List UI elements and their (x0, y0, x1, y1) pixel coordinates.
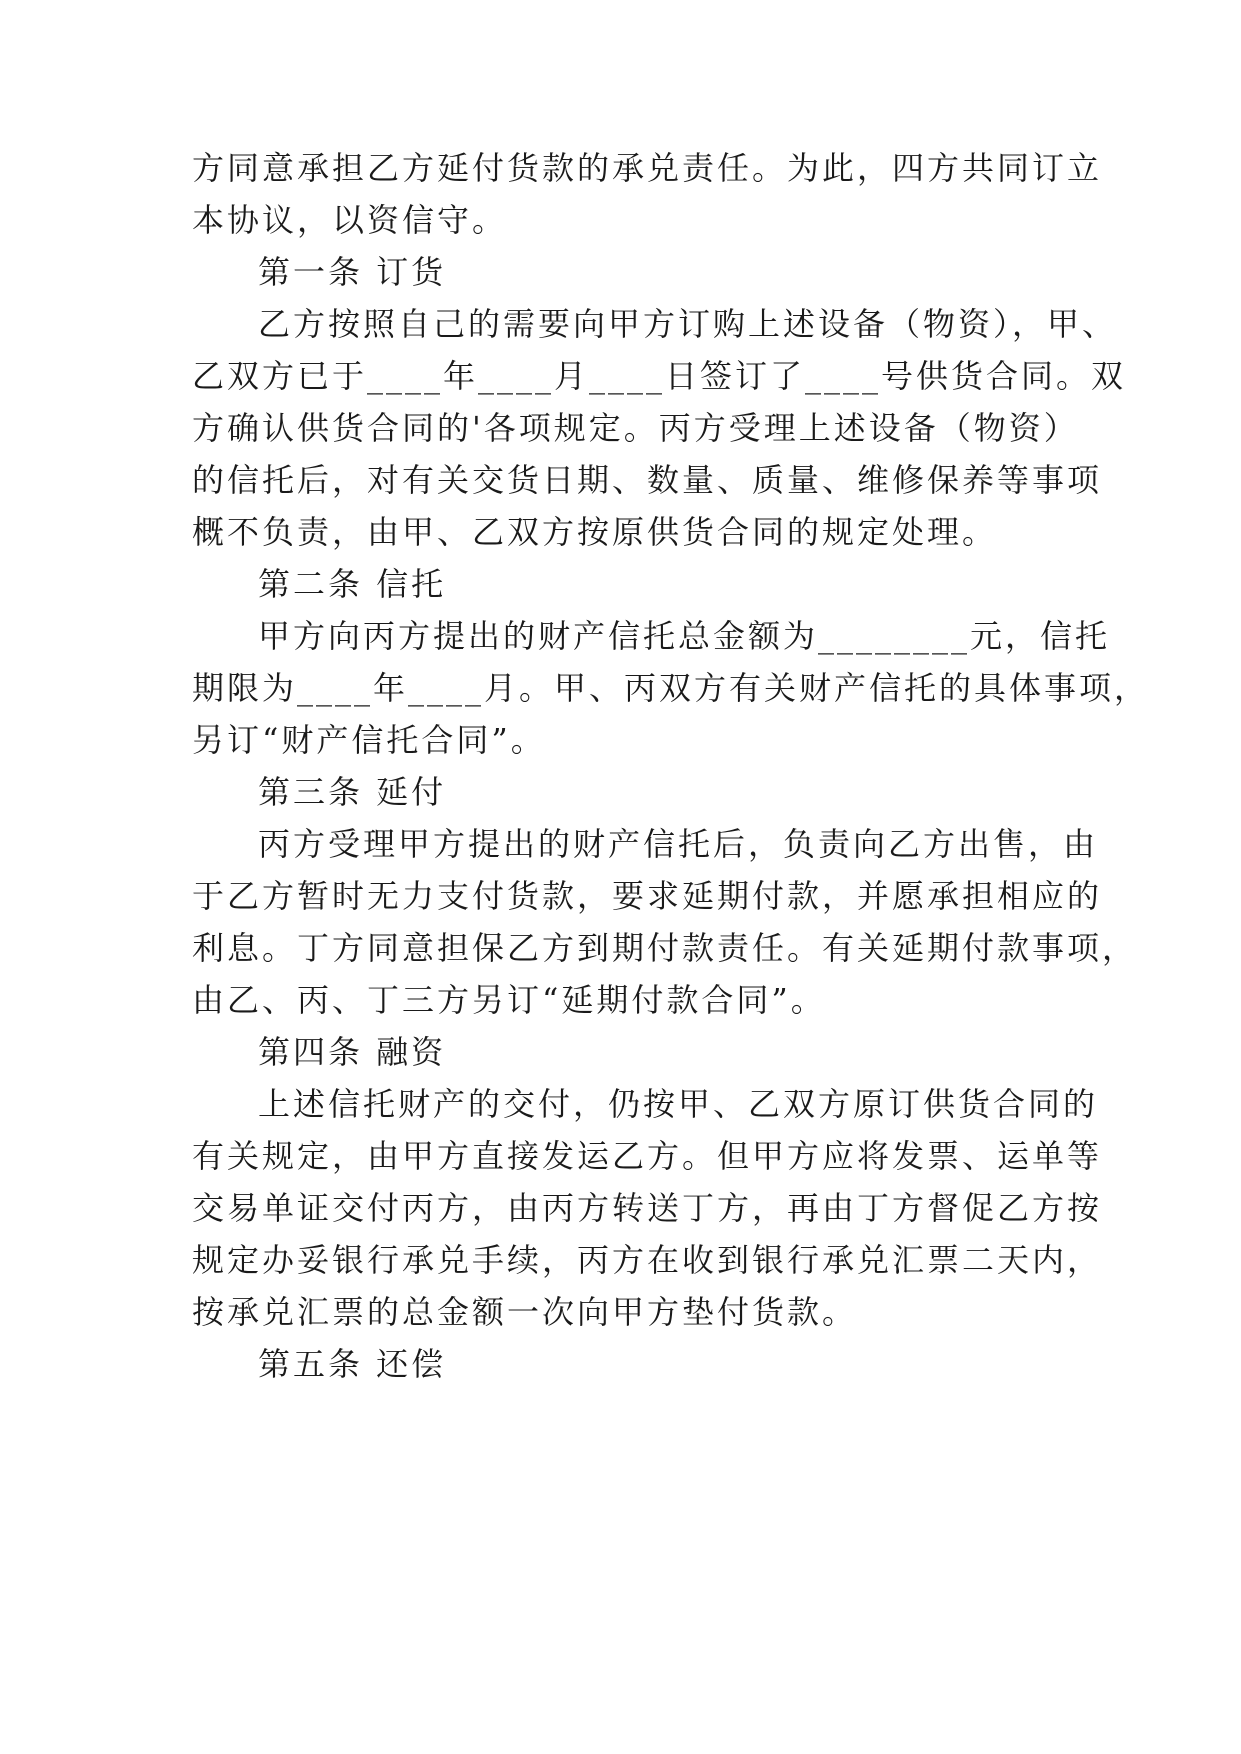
article-heading-4: 第四条 融资 (258, 1033, 447, 1071)
article-heading-2: 第二条 信托 (258, 565, 447, 603)
text-line: 甲方向丙方提出的财产信托总金额为________元，信托 (258, 617, 1111, 655)
article-heading-5: 第五条 还偿 (258, 1345, 447, 1383)
text-line: 按承兑汇票的总金额一次向甲方垫付货款。 (192, 1293, 858, 1331)
text-line: 概不负责，由甲、乙双方按原供货合同的规定处理。 (192, 513, 998, 551)
text-line: 期限为____年____月。甲、丙双方有关财产信托的具体事项， (192, 669, 1150, 707)
text-line: 方同意承担乙方延付货款的承兑责任。为此，四方共同订立 (192, 149, 1103, 187)
text-line: 本协议，以资信守。 (192, 201, 508, 239)
text-line: 乙方按照自己的需要向甲方订购上述设备（物资），甲、 (258, 305, 1118, 343)
text-line: 另订“财产信托合同”。 (192, 721, 546, 759)
text-line: 上述信托财产的交付，仍按甲、乙双方原订供货合同的 (258, 1085, 1099, 1123)
text-line: 交易单证交付丙方，由丙方转送丁方，再由丁方督促乙方按 (192, 1189, 1103, 1227)
text-line: 的信托后，对有关交货日期、数量、质量、维修保养等事项 (192, 461, 1103, 499)
article-heading-1: 第一条 订货 (258, 253, 447, 291)
text-line: 于乙方暂时无力支付货款，要求延期付款，并愿承担相应的 (192, 877, 1103, 915)
text-line: 规定办妥银行承兑手续，丙方在收到银行承兑汇票二天内， (192, 1241, 1103, 1279)
article-heading-3: 第三条 延付 (258, 773, 447, 811)
text-line: 丙方受理甲方提出的财产信托后，负责向乙方出售，由 (258, 825, 1099, 863)
text-line: 方确认供货合同的'各项规定。丙方受理上述设备（物资） (192, 409, 1079, 447)
text-line: 由乙、丙、丁三方另订“延期付款合同”。 (192, 981, 826, 1019)
text-line: 乙双方已于____年____月____日签订了____号供货合同。双 (192, 357, 1127, 395)
text-line: 有关规定，由甲方直接发运乙方。但甲方应将发票、运单等 (192, 1137, 1103, 1175)
text-line: 利息。丁方同意担保乙方到期付款责任。有关延期付款事项， (192, 929, 1138, 967)
